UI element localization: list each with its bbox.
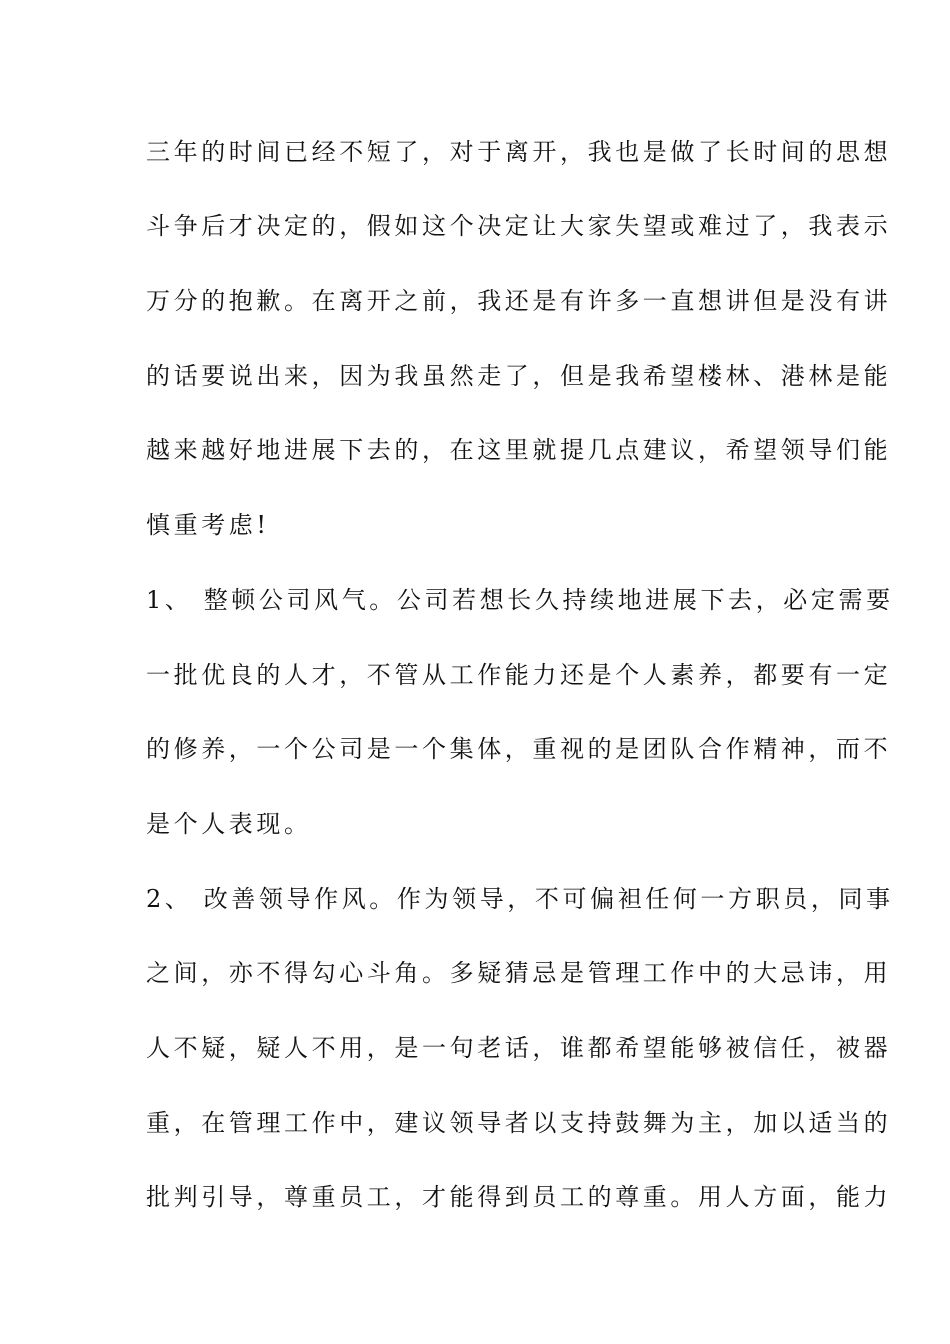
text-line: 人不疑，疑人不用，是一句老话，谁都希望能够被信任，被器 xyxy=(146,1034,892,1062)
text-line: 慎重考虑! xyxy=(146,511,270,539)
list-item-2: 2、 改善领导作风。作为领导，不可偏袒任何一方职员，同事 xyxy=(146,885,894,913)
text-line: 之间，亦不得勾心斗角。多疑猜忌是管理工作中的大忌讳，用 xyxy=(146,959,892,987)
text-line: 的修养，一个公司是一个集体，重视的是团队合作精神，而不 xyxy=(146,735,892,763)
text-line: 是个人表现。 xyxy=(146,810,312,838)
text-line: 一批优良的人才，不管从工作能力还是个人素养，都要有一定 xyxy=(146,661,892,689)
text-line: 的话要说出来，因为我虽然走了，但是我希望楼林、港林是能 xyxy=(146,362,892,390)
text-line: 批判引导，尊重员工，才能得到员工的尊重。用人方面，能力 xyxy=(146,1183,892,1211)
text-line: 斗争后才决定的，假如这个决定让大家失望或难过了，我表示 xyxy=(146,212,892,240)
text-line: 三年的时间已经不短了，对于离开，我也是做了长时间的思想 xyxy=(146,138,892,166)
text-line: 万分的抱歉。在离开之前，我还是有许多一直想讲但是没有讲 xyxy=(146,287,892,315)
text-line: 重，在管理工作中，建议领导者以支持鼓舞为主，加以适当的 xyxy=(146,1109,892,1137)
text-line: 越来越好地进展下去的，在这里就提几点建议，希望领导们能 xyxy=(146,436,892,464)
list-item-1: 1、 整顿公司风气。公司若想长久持续地进展下去，必定需要 xyxy=(146,586,894,614)
